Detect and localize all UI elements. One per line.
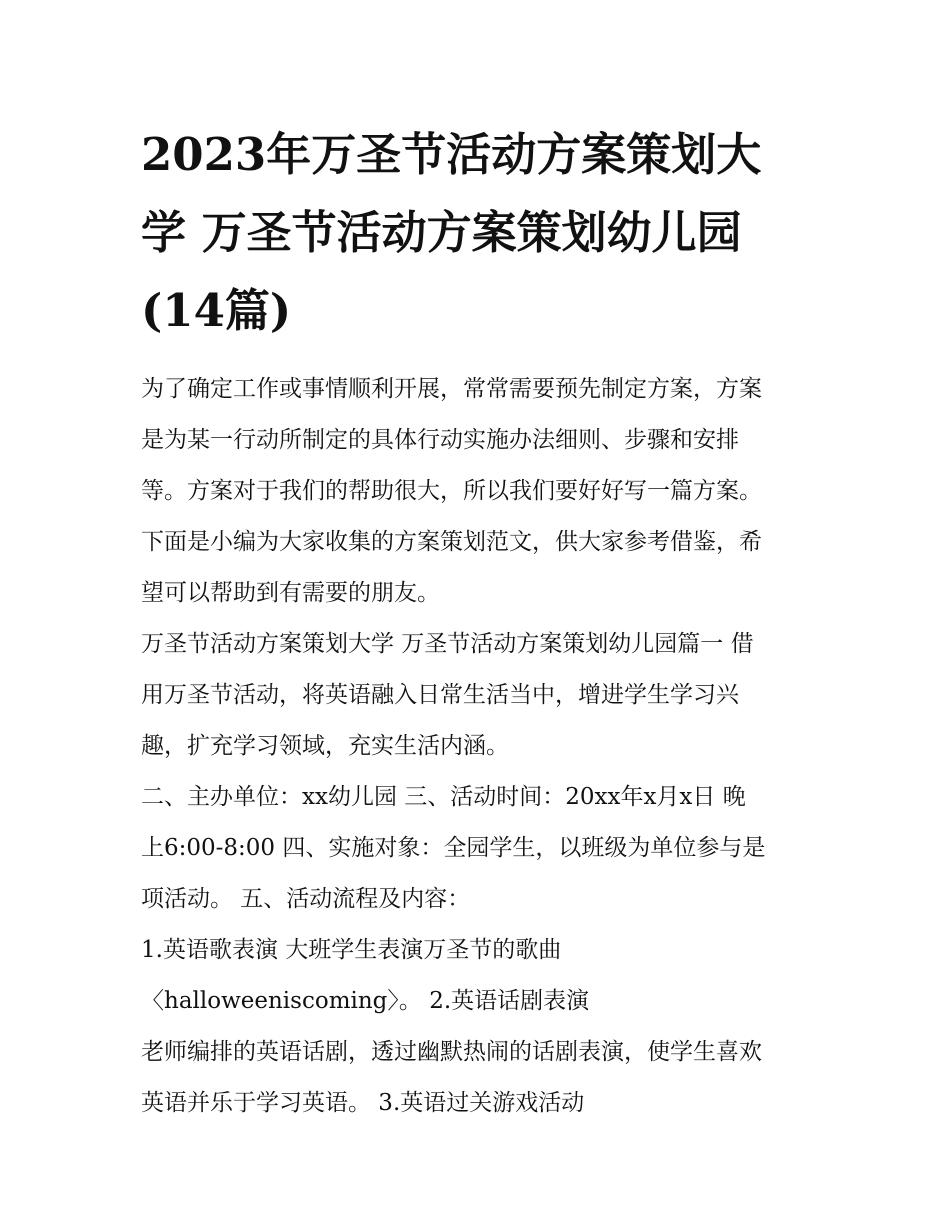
section-one-paragraph bbox=[141, 619, 813, 772]
text-line: 上6:00-8:00 四、实施对象：全园学生，以班级为单位参与是 bbox=[141, 835, 766, 861]
text-line: 是为某一行动所制定的具体行动实施办法细则、步骤和安排 bbox=[141, 427, 739, 453]
text-line: 〈halloweeniscoming〉。 2.英语话剧表演 bbox=[141, 988, 590, 1014]
title-line-3: (14篇) bbox=[141, 284, 292, 337]
text-line: 老师编排的英语话剧，透过幽默热闹的话剧表演，使学生喜欢 bbox=[141, 1039, 762, 1065]
document-page bbox=[141, 116, 813, 1129]
text-line: 为了确定工作或事情顺利开展，常常需要预先制定方案，方案 bbox=[141, 376, 762, 402]
text-line: 趣，扩充学习领域，充实生活内涵。 bbox=[141, 733, 509, 759]
text-line: 等。方案对于我们的帮助很大，所以我们要好好写一篇方案。 bbox=[141, 478, 762, 504]
text-line: 望可以帮助到有需要的朋友。 bbox=[141, 580, 440, 606]
text-line: 项活动。 五、活动流程及内容： bbox=[141, 886, 471, 912]
text-line: 二、主办单位：xx幼儿园 三、活动时间：20xx年x月x日 晚 bbox=[141, 784, 746, 810]
intro-paragraph bbox=[141, 364, 813, 619]
text-line: 万圣节活动方案策划大学 万圣节活动方案策划幼儿园篇一 借 bbox=[141, 631, 754, 657]
document-title bbox=[141, 116, 813, 350]
text-line: 下面是小编为大家收集的方案策划范文，供大家参考借鉴，希 bbox=[141, 529, 762, 555]
title-line-2: 学 万圣节活动方案策划幼儿园 bbox=[141, 206, 742, 259]
text-line: 1.英语歌表演 大班学生表演万圣节的歌曲 bbox=[141, 937, 562, 963]
song-performance-paragraph bbox=[141, 925, 813, 1027]
title-line-1: 2023年万圣节活动方案策划大 bbox=[141, 128, 762, 181]
text-line: 英语并乐于学习英语。 3.英语过关游戏活动 bbox=[141, 1090, 585, 1116]
text-line: 用万圣节活动，将英语融入日常生活当中，增进学生学习兴 bbox=[141, 682, 739, 708]
drama-paragraph bbox=[141, 1027, 813, 1129]
organizer-paragraph bbox=[141, 772, 813, 925]
